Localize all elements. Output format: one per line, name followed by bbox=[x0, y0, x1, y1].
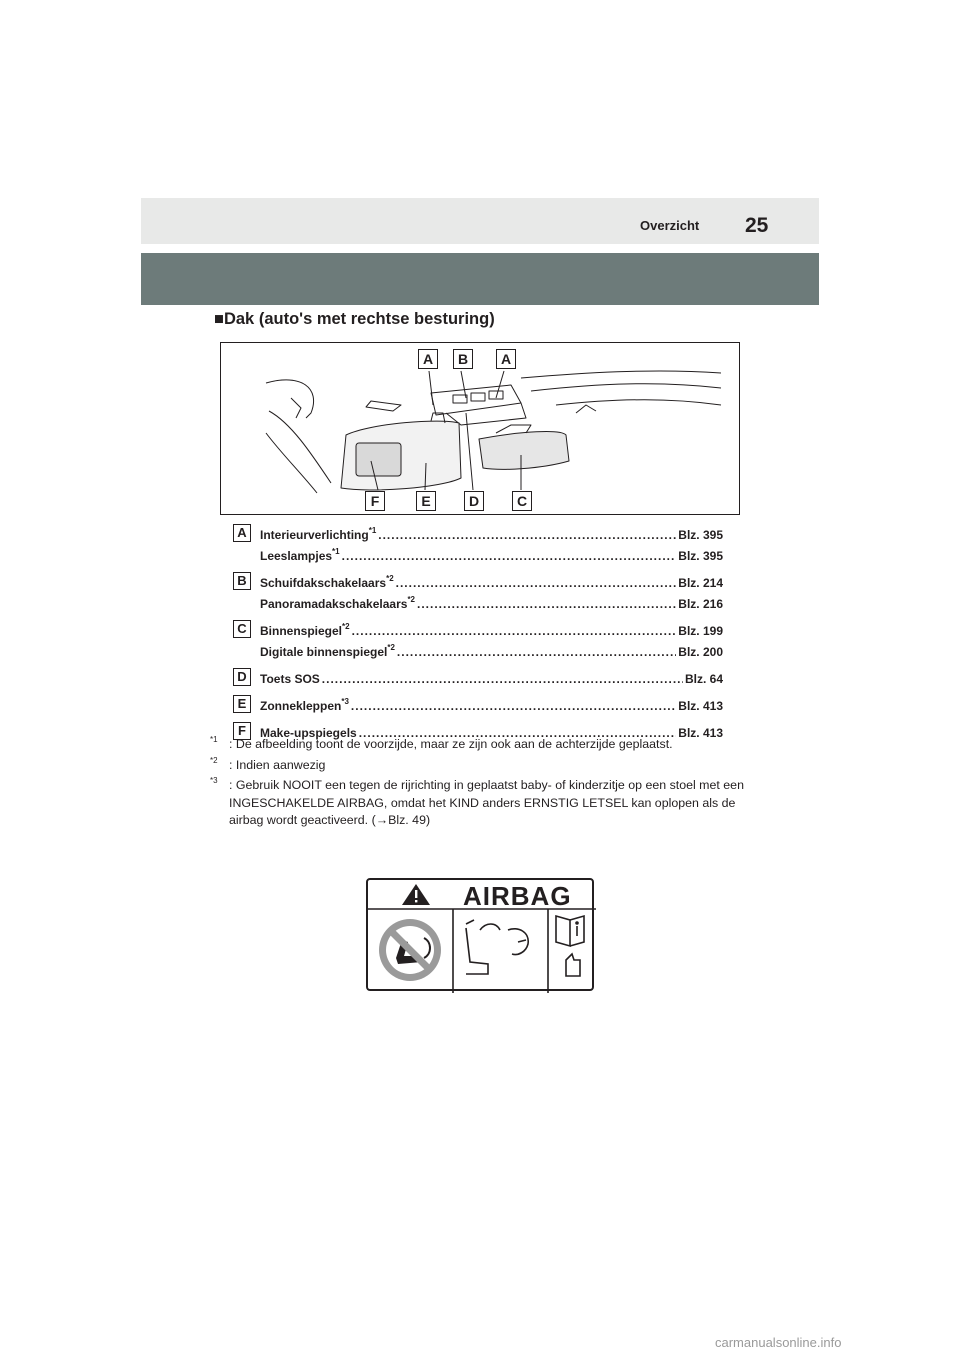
page-number: 25 bbox=[745, 214, 769, 237]
manual-reference-icon bbox=[556, 916, 584, 976]
footnote bbox=[210, 776, 753, 830]
footnote-text: : Indien aanwezig bbox=[229, 757, 326, 772]
page-reference: Blz. 216 bbox=[678, 597, 723, 611]
callout-b: B bbox=[453, 349, 473, 369]
page-reference: Blz. 214 bbox=[678, 576, 723, 590]
item-group-c bbox=[233, 617, 723, 659]
item-row bbox=[260, 542, 723, 563]
callout-d: D bbox=[464, 491, 484, 511]
item-letter: B bbox=[233, 572, 251, 590]
callout-a-right: A bbox=[496, 349, 516, 369]
footnote-mark: *1 bbox=[210, 735, 218, 744]
no-child-seat-icon bbox=[379, 919, 441, 981]
item-label: Panoramadakschakelaars bbox=[260, 597, 408, 611]
item-list bbox=[233, 521, 723, 746]
item-label: Digitale binnenspiegel bbox=[260, 645, 388, 659]
item-label: Make-upspiegels bbox=[260, 726, 357, 740]
page-reference: Blz. 413 bbox=[678, 726, 723, 740]
page-reference: Blz. 395 bbox=[678, 549, 723, 563]
warning-triangle-icon bbox=[402, 884, 430, 905]
item-row bbox=[260, 638, 723, 659]
airbag-warning-label bbox=[366, 878, 594, 991]
item-group-b bbox=[233, 569, 723, 611]
item-footnote-mark: *1 bbox=[368, 526, 377, 535]
header-section-title: Overzicht bbox=[640, 218, 700, 233]
page-reference: Blz. 64 bbox=[684, 672, 723, 686]
page-reference: Blz. 413 bbox=[678, 699, 723, 713]
roof-drawing bbox=[221, 343, 739, 514]
item-row bbox=[260, 521, 723, 542]
page-reference: Blz. 395 bbox=[678, 528, 723, 542]
item-row bbox=[260, 665, 723, 686]
footnote-text: : De afbeelding toont de voorzijde, maar ze zijn ook aan de achterzijde geplaatst. bbox=[229, 737, 673, 751]
footnote-mark: *2 bbox=[210, 755, 218, 765]
item-footnote-mark: *3 bbox=[341, 697, 349, 706]
item-group-e bbox=[233, 692, 723, 713]
footnote-mark: *3 bbox=[210, 776, 218, 785]
airbag-word: AIRBAG bbox=[463, 881, 572, 911]
page-reference: Blz. 200 bbox=[678, 645, 723, 659]
footnote-text: : Gebruik NOOIT een tegen de rijrichting in geplaatst baby- of kinderzitje op een stoel met een INGESCHAKELDE AIRBAG, omdat het KIND anders ERNSTIG LETSEL kan oplopen als de airbag wordt geactiveerd. (→Blz. 49) bbox=[229, 778, 744, 827]
section-title: ■Dak (auto's met rechtse besturing) bbox=[214, 310, 495, 328]
footnote bbox=[210, 735, 753, 754]
item-label: Leeslampjes bbox=[260, 549, 333, 563]
item-label: Binnenspiegel bbox=[260, 624, 343, 638]
item-footnote-mark: *2 bbox=[407, 595, 415, 604]
item-row bbox=[260, 617, 723, 638]
callout-a-left: A bbox=[418, 349, 438, 369]
item-label: Zonnekleppen bbox=[260, 699, 342, 713]
item-footnote-mark: *2 bbox=[387, 643, 395, 652]
roof-illustration bbox=[220, 342, 740, 515]
item-group-d bbox=[233, 665, 723, 686]
chapter-band bbox=[141, 253, 819, 305]
item-letter: A bbox=[233, 524, 251, 542]
page-reference: Blz. 199 bbox=[678, 624, 723, 638]
item-row bbox=[260, 692, 723, 713]
item-footnote-mark: *2 bbox=[386, 574, 394, 583]
item-letter: F bbox=[233, 722, 251, 740]
item-row bbox=[260, 590, 723, 611]
item-letter: E bbox=[233, 695, 251, 713]
item-label: Interieurverlichting bbox=[260, 528, 369, 542]
item-label: Toets SOS bbox=[260, 672, 320, 686]
item-footnote-mark: *1 bbox=[332, 547, 340, 556]
header-band bbox=[141, 198, 819, 244]
seat-airbag-icon bbox=[466, 920, 528, 974]
item-footnote-mark: *2 bbox=[342, 622, 350, 631]
footnote bbox=[210, 755, 753, 775]
item-group-a bbox=[233, 521, 723, 563]
item-letter: C bbox=[233, 620, 251, 638]
watermark: carmanualsonline.info bbox=[715, 1335, 842, 1350]
callout-c: C bbox=[512, 491, 532, 511]
callout-f: F bbox=[365, 491, 385, 511]
item-label: Schuifdakschakelaars bbox=[260, 576, 387, 590]
item-row bbox=[260, 569, 723, 590]
footnotes bbox=[210, 735, 753, 833]
item-letter: D bbox=[233, 668, 251, 686]
callout-e: E bbox=[416, 491, 436, 511]
